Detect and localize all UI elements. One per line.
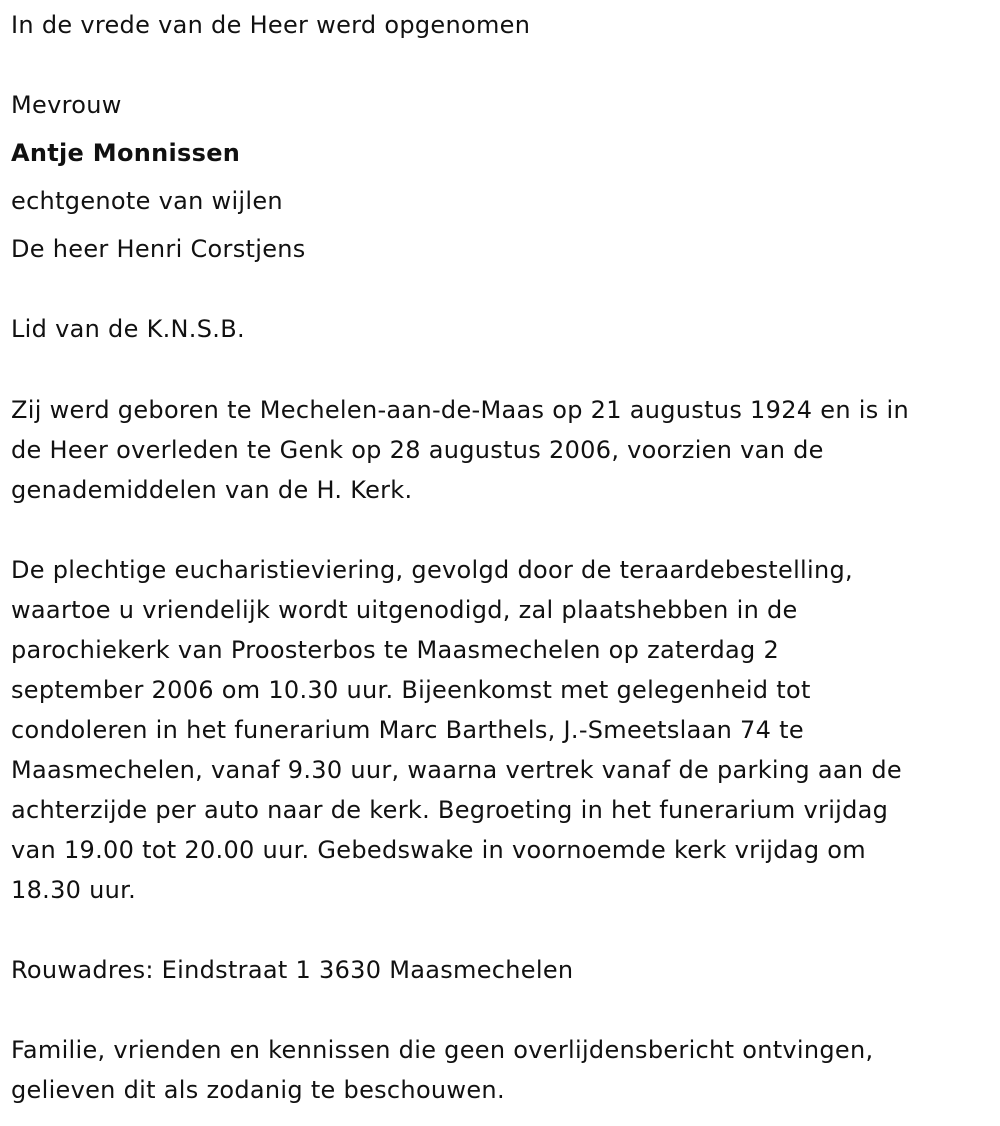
membership-text: Lid van de K.N.S.B. [11,315,245,343]
closing-paragraph [11,1030,996,1110]
birth-death-paragraph [11,390,996,510]
paragraph-line: condoleren in het funerarium Marc Barthels, J.-Smeetslaan 74 te [11,716,804,744]
paragraph-line: De plechtige eucharistieviering, gevolgd door de teraardebestelling, [11,556,853,584]
paragraph-line: achterzijde per auto naar de kerk. Begroeting in het funerarium vrijdag [11,796,889,824]
deceased-name: Antje Monnissen [11,139,241,167]
paragraph-line: waartoe u vriendelijk wordt uitgenodigd, zal plaatshebben in de [11,596,798,624]
salutation: Mevrouw [11,91,122,119]
paragraph-line: 18.30 uur. [11,876,137,904]
intro-text: In de vrede van de Heer werd opgenomen [11,11,531,39]
spouse-name: De heer Henri Corstjens [11,235,306,263]
paragraph-line: Maasmechelen, vanaf 9.30 uur, waarna vertrek vanaf de parking aan de [11,756,902,784]
paragraph-line: Zij werd geboren te Mechelen-aan-de-Maas op 21 augustus 1924 en is in [11,396,909,424]
paragraph-line: van 19.00 tot 20.00 uur. Gebedswake in voornoemde kerk vrijdag om [11,836,866,864]
paragraph-line: genademiddelen van de H. Kerk. [11,476,413,504]
mourning-address: Rouwadres: Eindstraat 1 3630 Maasmechelen [11,956,574,984]
paragraph-line: de Heer overleden te Genk op 28 augustus 2006, voorzien van de [11,436,824,464]
ceremony-paragraph [11,550,996,910]
relation-text: echtgenote van wijlen [11,187,283,215]
paragraph-line: september 2006 om 10.30 uur. Bijeenkomst met gelegenheid tot [11,676,811,704]
paragraph-line: Familie, vrienden en kennissen die geen overlijdensbericht ontvingen, [11,1036,874,1064]
paragraph-line: parochiekerk van Proosterbos te Maasmechelen op zaterdag 2 [11,636,780,664]
paragraph-line: gelieven dit als zodanig te beschouwen. [11,1076,505,1104]
